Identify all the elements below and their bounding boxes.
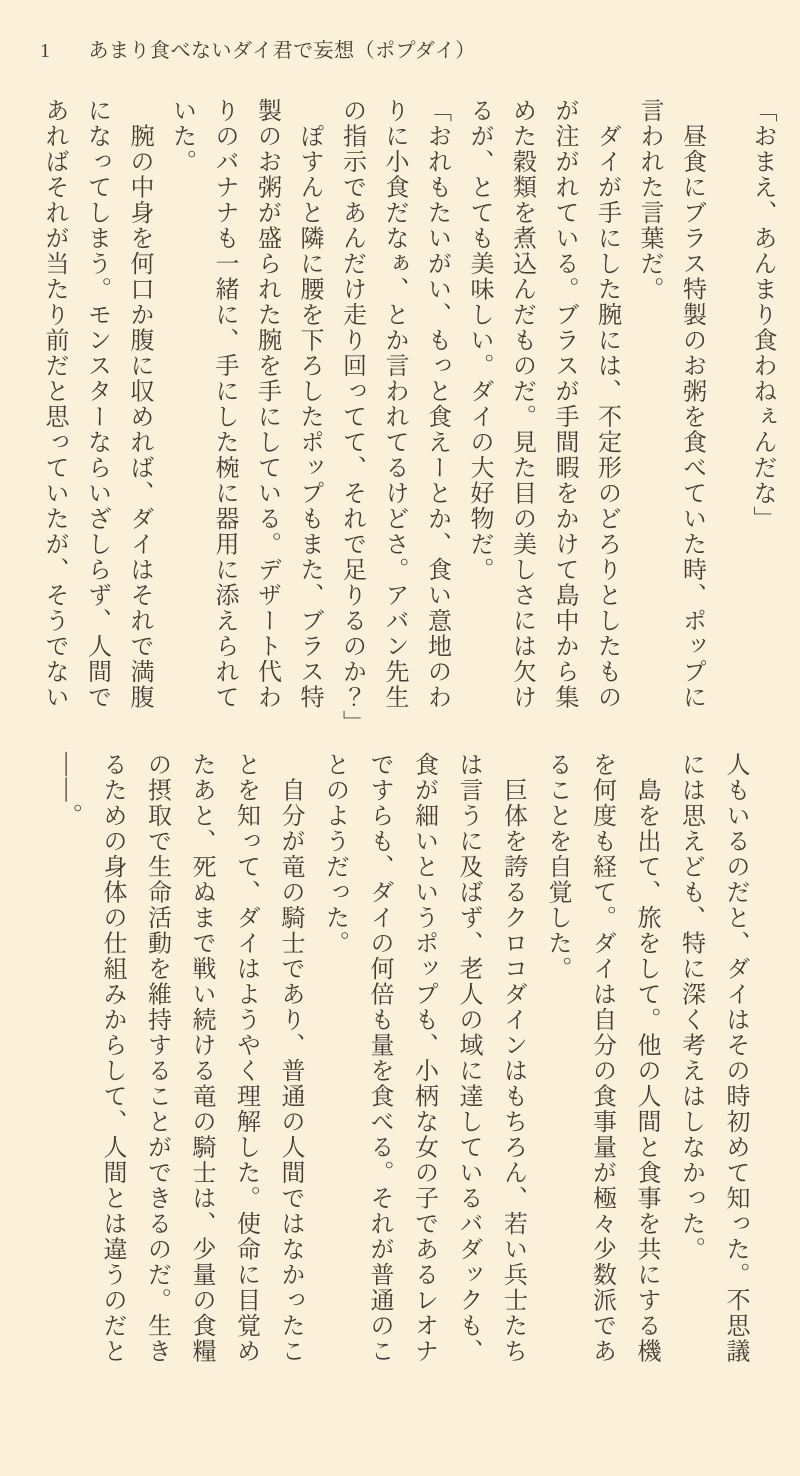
text-line: 腕の中身を何口か腹に収めれば、ダイはそれで満腹 [126,98,152,710]
text-line: が注がれている。ブラスが手間暇をかけて島中から集 [551,98,577,710]
text-line: ですらも、ダイの何倍も量を食べる。それが普通のこ [366,752,392,1364]
text-line: になってしまう。モンスターならいざしらず、人間で [83,98,110,710]
text-line: 「おまえ、あんまり食わねぇんだな」 [749,98,775,532]
text-line: いた。 [168,98,195,175]
text-line: 昼食にブラス特製のお粥を食べていた時、ポップに [678,98,705,710]
text-line: 食が細いというポップも、小柄な女の子であるレオナ [410,752,437,1364]
page-header [40,34,476,63]
text-line: ぽすんと隣に腰を下ろしたポップもまた、ブラス特 [296,98,322,710]
text-line: たあと、死ぬまで戦い続ける竜の騎士は、少量の食糧 [188,752,214,1364]
text-line: の指示であんだけ走り回ってて、それで足りるのか？」 [338,98,365,736]
text-line: は言うに及ばず、老人の域に達しているバダックも、 [455,752,481,1364]
text-line: 「おれもたいがい、もっと食えーとか、食い意地のわ [423,98,450,710]
text-line: るが、とても美味しい。ダイの大好物だ。 [466,98,492,583]
text-line: ダイが手にした腕には、不定形のどろりとしたもの [593,98,620,710]
chapter-title: あまり食べないダイ君で妄想（ポプダイ） [88,40,476,62]
text-line: とを知って、ダイはようやく理解した。使命に目覚め [232,752,259,1364]
text-line: りのバナナも一緒に、手にした椀に器用に添えられて [211,98,237,710]
text-line: あればそれが当たり前だと思っていたが、そうでない [41,98,67,710]
page-number: 1 [40,40,51,62]
text-line: りに小食だなぁ、とか言われてるけどさ。アバン先生 [381,98,407,710]
text-line: 巨体を誇るクロコダインはもちろん、若い兵士たち [499,752,526,1364]
text-line: とのようだった。 [321,752,348,956]
text-line: ることを自覚した。 [544,752,570,982]
text-line: 言われた言葉だ。 [636,98,662,302]
text-line: を何度も経て。ダイは自分の食事量が極々少数派であ [588,752,615,1364]
text-line: めた穀類を煮込んだものだ。見た目の美しさには欠け [508,98,535,710]
text-line: 自分が竜の騎士であり、普通の人間ではなかったこ [277,752,303,1364]
text-line: るための身体の仕組みからして、人間とは違うのだと [99,752,125,1364]
text-line: ――。 [54,752,81,829]
text-line: には思えども、特に深く考えはしなかった。 [677,752,704,1262]
text-line: 島を出て、旅をして。他の人間と食事を共にする機 [633,752,659,1364]
text-band-2 [45,752,757,1402]
text-line: 人もいるのだと、ダイはその時初めて知った。不思議 [722,752,748,1364]
text-line: 製のお粥が盛られた腕を手にしている。デザート代わ [253,98,280,710]
text-line: の摂取で生命活動を維持することができるのだ。生き [143,752,170,1364]
text-band-1 [33,98,784,748]
